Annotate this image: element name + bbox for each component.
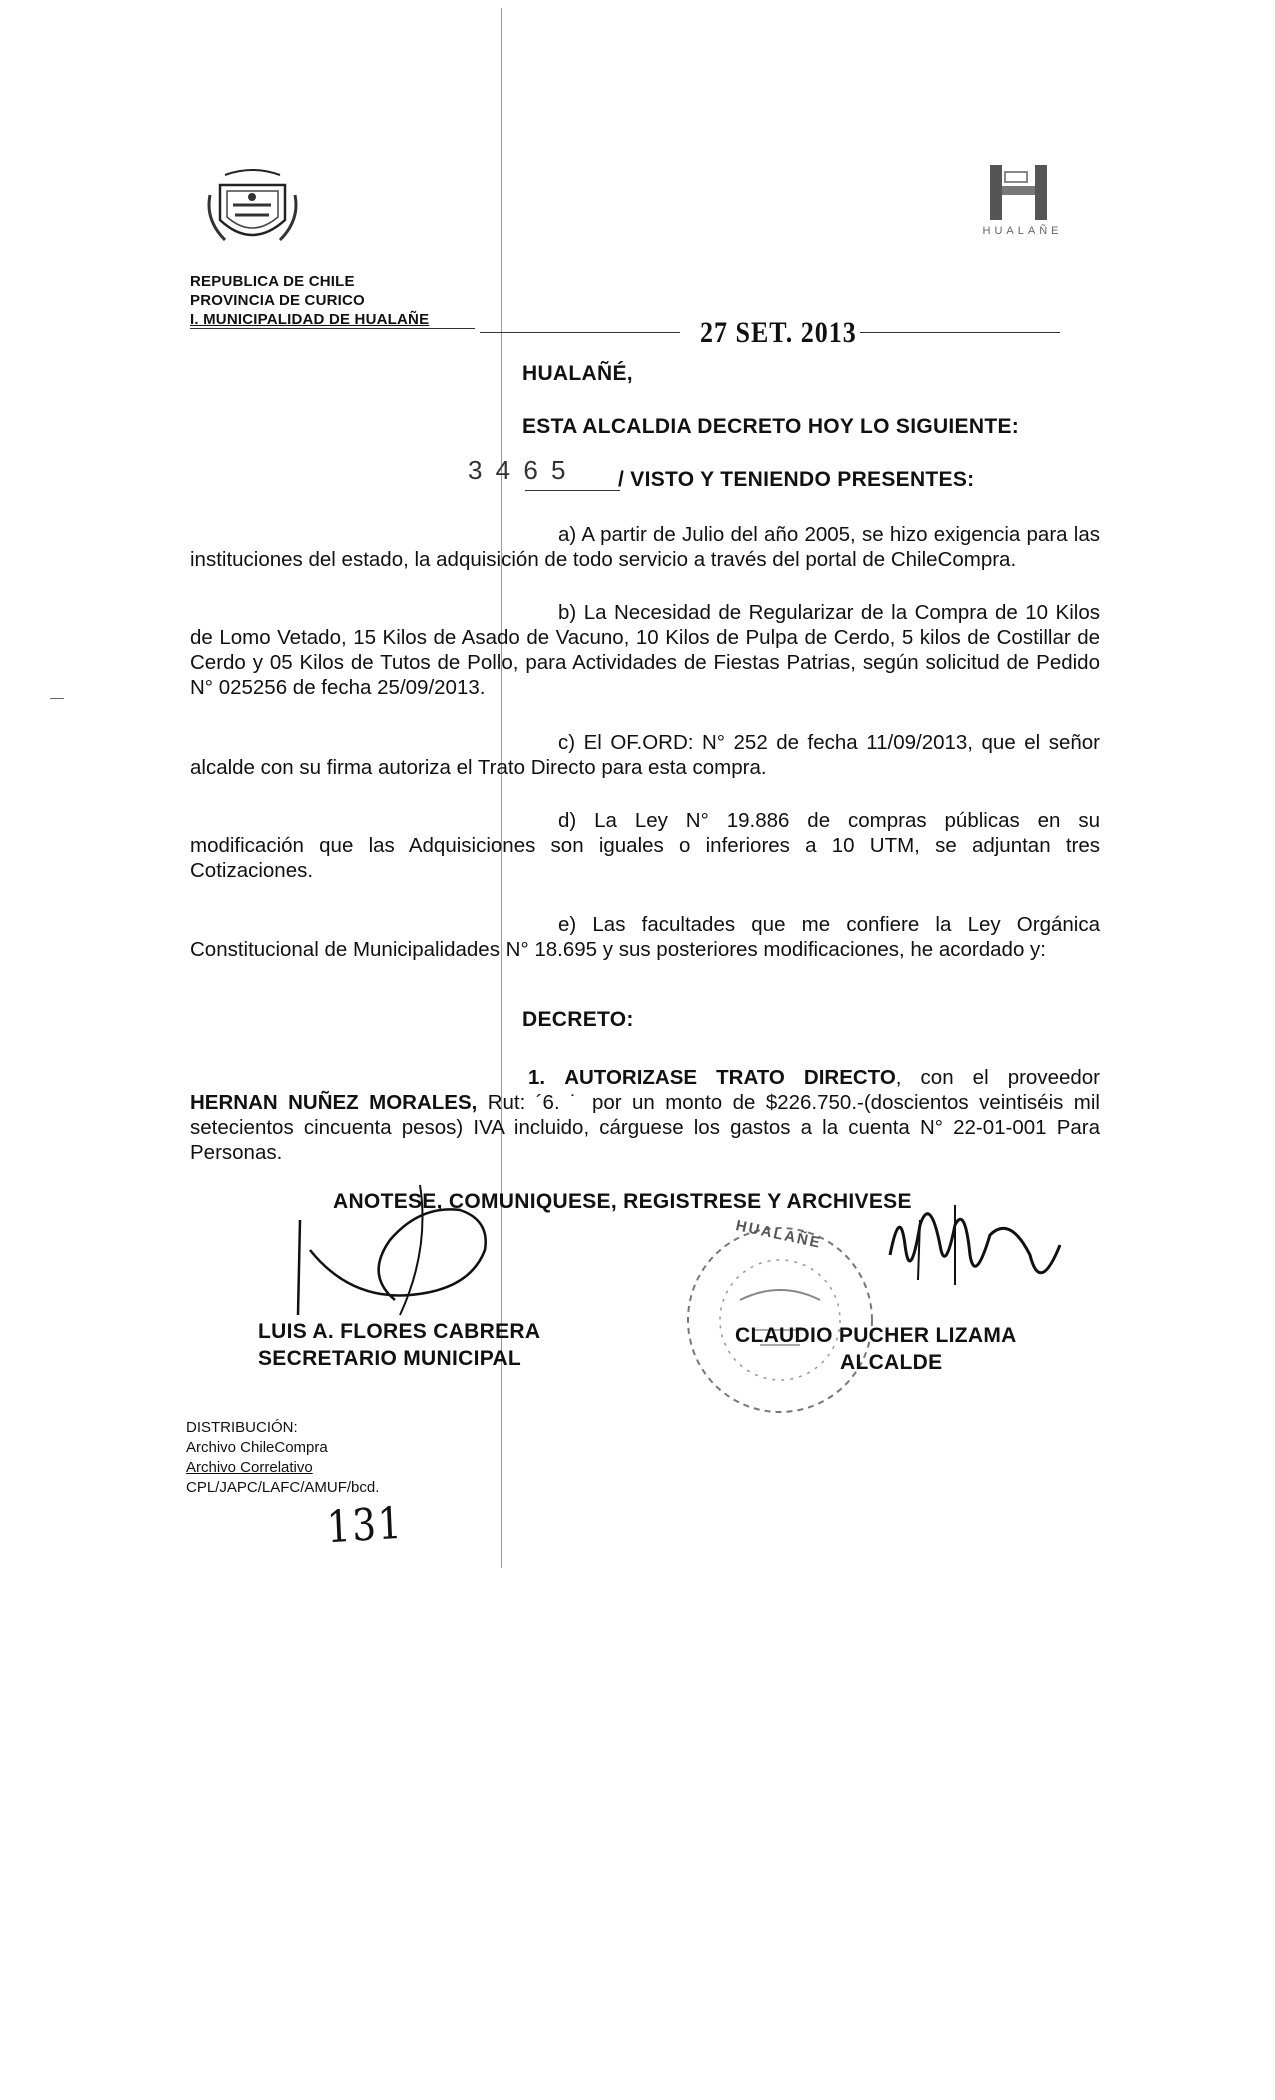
decree-number-underline: [525, 490, 620, 491]
distribution-item: CPL/JAPC/LAFC/AMUF/bcd.: [186, 1479, 380, 1496]
municipal-seal: [680, 1217, 880, 1420]
visto-heading: / VISTO Y TENIENDO PRESENTES:: [618, 468, 975, 491]
logo-caption: HUALAÑE: [982, 225, 1063, 237]
mayor-block: [735, 1322, 1017, 1376]
distribution-label: DISTRIBUCIÓN:: [186, 1419, 298, 1436]
header-rule-left: [190, 328, 475, 329]
secretary-name: LUIS A. FLORES CABRERA: [258, 1320, 541, 1343]
place: HUALAÑÉ,: [522, 362, 633, 385]
crest-logo: [205, 165, 300, 255]
paragraph-e: e) Las facultades que me confiere la Ley Orgánica Constitucional de Municipalidades N° 18.695 y sus posteriores modificaciones, he acordado y:: [190, 913, 1100, 961]
distribution-block: [186, 1418, 379, 1498]
paragraph-a: a) A partir de Julio del año 2005, se hizo exigencia para las instituciones del estado, la adquisición de todo servicio a través del portal de ChileCompra.: [190, 523, 1100, 571]
paragraph-c: c) El OF.ORD: N° 252 de fecha 11/09/2013, que el señor alcalde con su firma autoriza el Trato Directo para esta compra.: [190, 731, 1100, 779]
signature-secretary: [270, 1180, 500, 1320]
paragraph-d: d) La Ley N° 19.886 de compras públicas en su modificación que las Adquisiciones son iguales o inferiores a 10 UTM, se adjuntan tres Cotizaciones.: [190, 809, 1100, 882]
decreto-heading: DECRETO:: [522, 1008, 634, 1031]
decree-number: 3 4 6 5: [468, 455, 569, 485]
mayor-title: ALCALDE: [840, 1351, 943, 1374]
distribution-item: Archivo Correlativo: [186, 1459, 313, 1476]
secretary-block: [258, 1318, 540, 1372]
decree-item-title: AUTORIZASE TRATO DIRECTO: [564, 1066, 896, 1089]
mayor-name: CLAUDIO PUCHER LIZAMA: [735, 1324, 1017, 1347]
secretary-title: SECRETARIO MUNICIPAL: [258, 1347, 522, 1370]
letterhead: [190, 272, 429, 329]
decree-item-number: 1.: [528, 1066, 546, 1089]
country: REPUBLICA DE CHILE: [190, 273, 355, 290]
margin-mark: [50, 698, 64, 699]
header-rule-right: [860, 332, 1060, 333]
closing-statement: ANOTESE, COMUNIQUESE, REGISTRESE Y ARCHIVESE: [333, 1190, 912, 1213]
signature-mayor: [860, 1185, 1100, 1305]
intro-statement: ESTA ALCALDIA DECRETO HOY LO SIGUIENTE:: [522, 415, 1020, 438]
handwritten-folio: 131: [325, 1497, 405, 1554]
date-stamp: 27 SET. 2013: [700, 315, 857, 350]
paragraph-b: b) La Necesidad de Regularizar de la Compra de 10 Kilos de Lomo Vetado, 15 Kilos de Asado de Vacuno, 10 Kilos de Pulpa de Cerdo, 5 kilos de Costillar de Cerdo y 05 Kilos de Tutos de Pollo, para Actividades de Fiestas Patrias, según solicitud de Pedido N° 025256 de fecha 25/09/2013.: [190, 601, 1100, 699]
distribution-item: Archivo ChileCompra: [186, 1439, 328, 1456]
municipality: I. MUNICIPALIDAD DE HUALAÑE: [190, 311, 430, 328]
header-rule-mid: [480, 332, 680, 333]
decree-item-1: 1. AUTORIZASE TRATO DIRECTO, con el proveedor HERNAN NUÑEZ MORALES, Rut: ´6. ˙ por un monto de $226.750.-(doscientos veintiséis mil setecientos cincuenta pesos) IVA incluido, cárguese los gastos a la cuenta N° 22-01-001 Para Personas.: [190, 1066, 1101, 1164]
hualane-logo: [975, 160, 1070, 235]
provider-name: HERNAN NUÑEZ MORALES,: [190, 1091, 478, 1114]
province: PROVINCIA DE CURICO: [190, 292, 365, 309]
seal-text: HUALAÑE: [734, 1217, 824, 1252]
